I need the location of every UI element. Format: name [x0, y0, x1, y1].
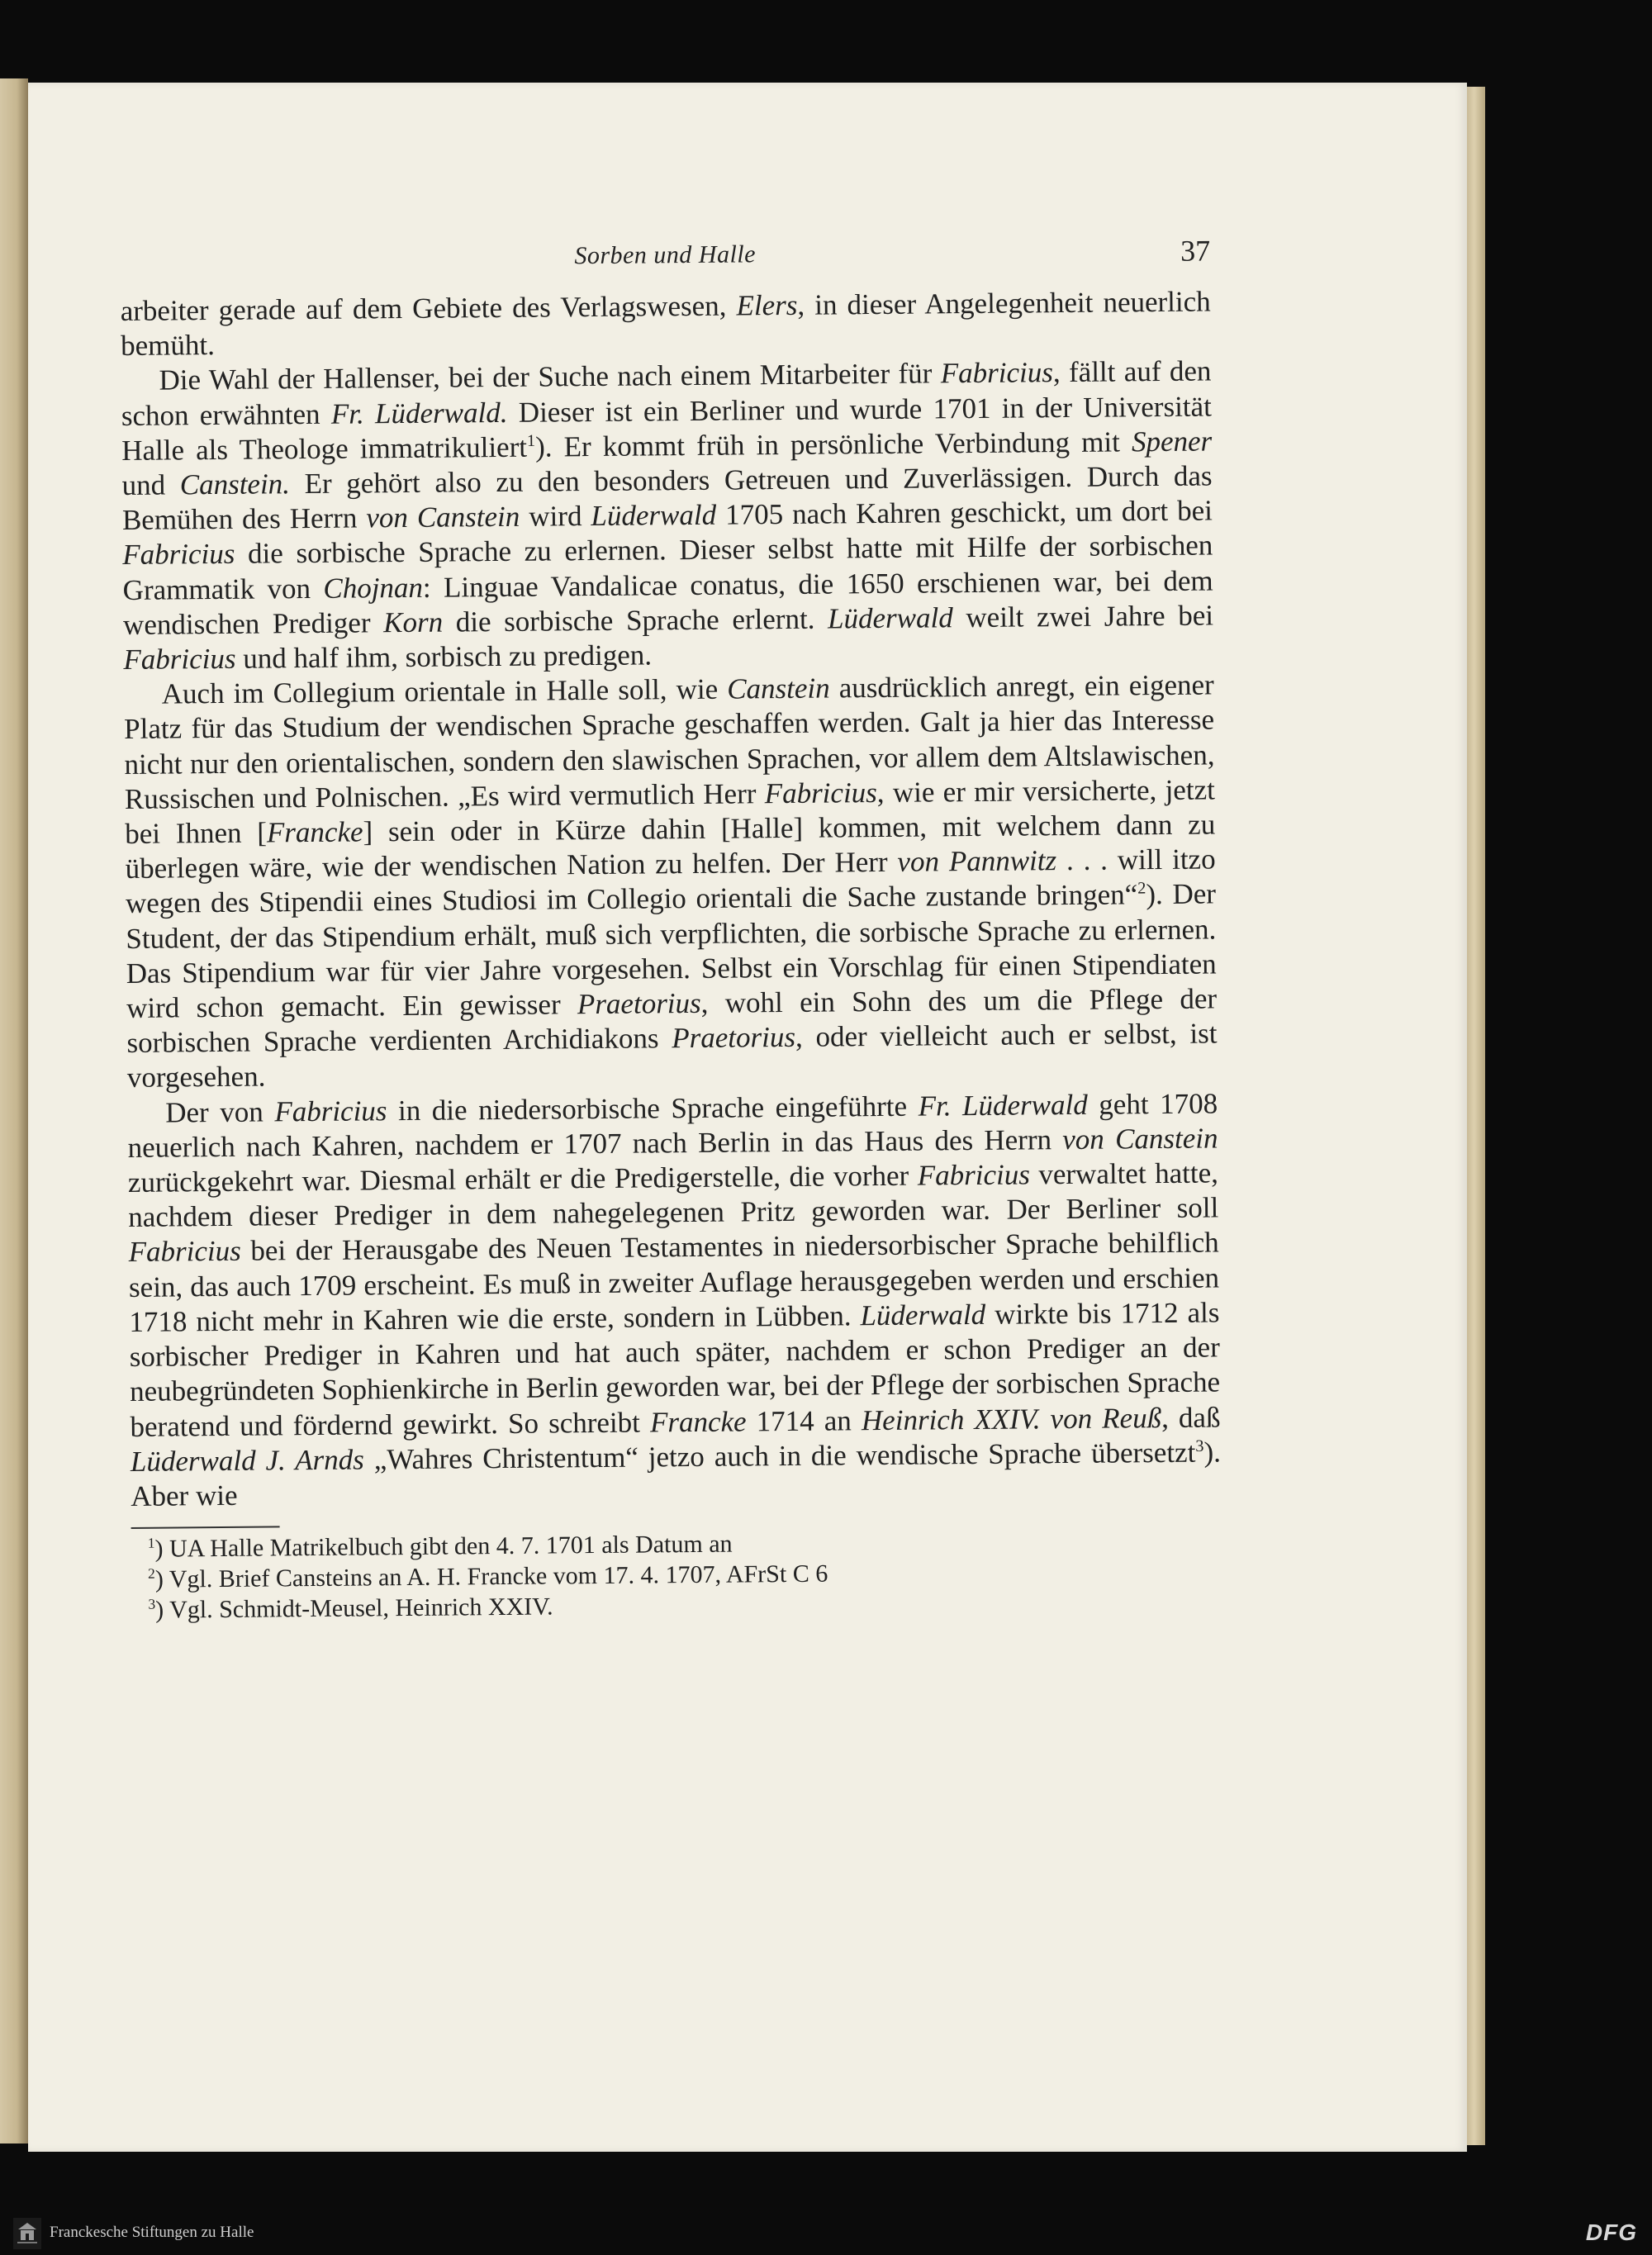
- italic-name: Lüderwald J. Arnds: [130, 1443, 364, 1478]
- text-run: 1714 an: [746, 1403, 862, 1437]
- italic-name: Canstein: [727, 672, 830, 705]
- italic-name: Korn: [382, 605, 444, 639]
- footnote-rule: [131, 1526, 280, 1529]
- text-run: , oder vielleicht auch er selbst, ist vorgesehen.: [126, 1017, 1218, 1094]
- italic-name: von Pannwitz: [897, 844, 1057, 879]
- text-run: ). Er kommt früh in persönliche Verbindung mit: [534, 425, 1132, 463]
- page-content: [120, 230, 1222, 1626]
- text-run: , wie er mir versicherte, jetzt bei Ihnen [: [125, 773, 1216, 851]
- footnote-ref: 2: [1137, 879, 1146, 899]
- text-run: , fällt auf den schon erwähnten: [121, 354, 1212, 432]
- italic-name: Fabricius: [764, 776, 877, 810]
- paragraph: [124, 668, 1218, 1096]
- viewer-bar: [0, 2211, 1652, 2255]
- footnote-paren: ): [154, 1535, 170, 1563]
- italic-name: Fr. Lüderwald.: [330, 396, 508, 430]
- text-run: ). Aber wie: [131, 1436, 1222, 1512]
- footnote-mark: 1: [147, 1534, 155, 1551]
- italic-name: Lüderwald: [860, 1298, 986, 1332]
- text-run: arbeiter gerade auf dem Gebiete des Verlagswesen,: [120, 289, 737, 327]
- paragraph: [127, 1086, 1221, 1514]
- left-page-edge: [0, 78, 28, 2143]
- text-run: Dieser ist ein Berliner und wurde 1701 in der Universität Halle als Theologe immatrikuliert: [121, 390, 1212, 467]
- running-head: [120, 230, 1210, 286]
- footnote-ref: 1: [526, 431, 536, 450]
- footnote-mark: 3: [148, 1595, 156, 1612]
- text-run: Er gehört also zu den besonders Getreuen und Zuverlässigen. Durch das Bemühen des Herrn: [121, 459, 1213, 537]
- text-run: verwaltet hatte, nachdem dieser Prediger in dem nahegelegenen Pritz geworden war. Der Berliner soll: [128, 1156, 1219, 1234]
- italic-name: Heinrich XXIV. von Reuß: [861, 1401, 1162, 1436]
- text-run: und: [121, 468, 180, 502]
- footnote-ref: 3: [1195, 1436, 1204, 1455]
- text-run: ausdrücklich anregt, ein eigener Platz für das Studium der wendischen Sprache geschaffen werden. Galt ja hier das Interesse nicht nur den orientalischen, sondern den slawischen Sprachen, vor allem dem Altslawischen, Russischen und Polnischen. „Es wird vermutlich Herr: [124, 668, 1215, 815]
- italic-name: Francke: [649, 1404, 747, 1438]
- text-run: und half ihm, sorbisch zu predigen.: [235, 639, 653, 675]
- text-run: „Wahres Christentum“ jetzo auch in die wendische Sprache übersetzt: [363, 1436, 1196, 1476]
- page-number: 37: [1180, 234, 1211, 268]
- text-run: weilt zwei Jahre bei: [952, 599, 1214, 634]
- italic-name: Fr. Lüderwald: [918, 1088, 1088, 1123]
- italic-name: Canstein.: [179, 468, 291, 501]
- italic-name: Praetorius: [672, 1021, 796, 1055]
- italic-name: von Canstein: [366, 501, 520, 534]
- text-run: die sorbische Sprache zu erlernen. Dieser selbst hatte mit Hilfe der sorbischen Grammatik von: [122, 529, 1213, 606]
- italic-name: Praetorius: [577, 986, 701, 1021]
- italic-name: Spener: [1131, 425, 1213, 458]
- owner-label: Franckesche Stiftungen zu Halle: [50, 2224, 254, 2241]
- footnotes: [131, 1525, 1222, 1626]
- text-run: wird: [520, 500, 591, 534]
- italic-name: Fabricius: [128, 1235, 241, 1269]
- text-run: , daß: [1161, 1400, 1221, 1434]
- footnote-text: UA Halle Matrikelbuch gibt den 4. 7. 1701 als Datum an: [169, 1530, 733, 1563]
- text-run: . . . will itzo wegen des Stipendii eines Studiosi im Collegio orientali die Sache zustande bringen“: [125, 843, 1216, 920]
- running-title: Sorben und Halle: [574, 240, 757, 270]
- text-run: die sorbische Sprache erlernt.: [442, 602, 828, 639]
- italic-name: Lüderwald: [827, 601, 953, 635]
- dfg-logo: DFG: [1585, 2219, 1637, 2245]
- text-run: : Linguae Vandalicae conatus, die 1650 erschienen war, bei dem wendischen Prediger: [122, 564, 1213, 641]
- page-edge: [1467, 87, 1485, 2145]
- footnote-paren: ): [154, 1565, 169, 1593]
- text-run: Die Wahl der Hallenser, bei der Suche nach einem Mitarbeiter für: [159, 357, 941, 396]
- text-run: ). Der Student, der das Stipendium erhält, muß sich verpflichten, die sorbische Sprache zu erlernen. Das Stipendium war für vier Jahre vorgesehen. Selbst ein Vorschlag für einen Stipendiaten wird schon gemacht. Ein gewisser: [126, 877, 1217, 1025]
- body-text: [121, 284, 1222, 1514]
- text-run: zurückgekehrt war. Diesmal erhält er die Predigerstelle, die vorher: [127, 1159, 918, 1199]
- italic-name: Elers: [736, 288, 798, 322]
- italic-name: Lüderwald: [591, 498, 717, 533]
- text-run: Der von: [165, 1095, 275, 1129]
- italic-name: Fabricius: [917, 1158, 1031, 1192]
- footnote-text: Vgl. Schmidt-Meusel, Heinrich XXIV.: [169, 1593, 553, 1624]
- text-run: ] sein oder in Kürze dahin [Halle] kommen, mit welchem dann zu überlegen wäre, wie der wendischen Nation zu helfen. Der Herr: [125, 808, 1216, 885]
- paragraph: [121, 354, 1213, 677]
- institution-logo-icon: [13, 2218, 41, 2249]
- italic-name: Fabricius: [940, 356, 1054, 390]
- text-run: geht 1708 neuerlich nach Kahren, nachdem er 1707 nach Berlin in das Haus des Herrn: [127, 1087, 1218, 1164]
- italic-name: Fabricius: [122, 538, 235, 572]
- text-run: in die niedersorbische Sprache eingeführte: [387, 1090, 919, 1127]
- text-run: bei der Herausgabe des Neuen Testamentes in niedersorbischer Sprache behilflich sein, das auch 1709 erscheint. Es muß in zweiter Auflage herausgegeben werden und erschien 1718 nicht mehr in Kahren wie die erste, sondern in Lübben.: [128, 1226, 1220, 1338]
- italic-name: von Canstein: [1062, 1122, 1218, 1156]
- paragraph: [121, 284, 1212, 363]
- footnote-paren: ): [155, 1596, 170, 1624]
- text-run: , wohl ein Sohn des um die Pflege der sorbischen Sprache verdienten Archidiakons: [126, 982, 1218, 1060]
- italic-name: Fabricius: [123, 642, 236, 676]
- italic-name: Francke: [266, 815, 363, 849]
- footnote-mark: 2: [148, 1564, 155, 1582]
- text-run: Auch im Collegium orientale in Halle soll, wie: [161, 672, 728, 710]
- italic-name: Chojnan: [323, 571, 424, 605]
- text-run: wirkte bis 1712 als sorbischer Prediger in Kahren und hat auch später, nachdem er schon Prediger an der neubegründeten Sophienkirche in Berlin geworden war, bei der Pflege der sorbischen Sprache beratend und fördernd gewirkt. So schreibt: [129, 1296, 1221, 1443]
- text-run: 1705 nach Kahren geschickt, um dort bei: [715, 494, 1213, 531]
- text-run: , in dieser Angelegenheit neuerlich bemüht.: [120, 285, 1211, 363]
- footnote-text: Vgl. Brief Cansteins an A. H. Francke vom 17. 4. 1707, AFrSt C 6: [169, 1560, 828, 1593]
- italic-name: Fabricius: [274, 1094, 387, 1128]
